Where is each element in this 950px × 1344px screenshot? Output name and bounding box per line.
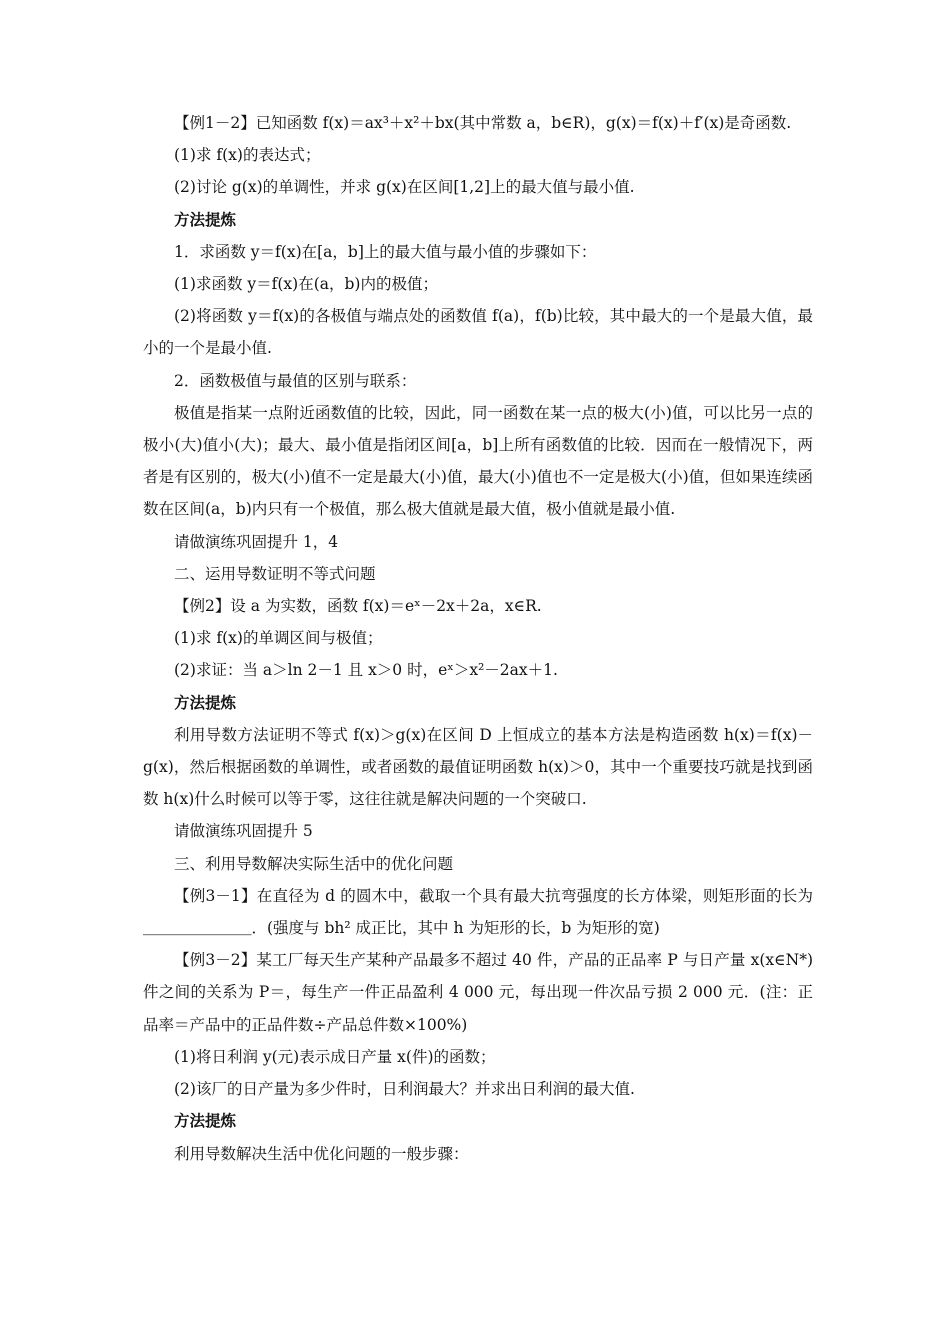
paragraph-practice2: 请做演练巩固提升 5: [174, 822, 313, 841]
paragraph-method2-title: 方法提炼: [174, 693, 237, 712]
paragraph-method1-2: 2．函数极值与最值的区别与联系：: [174, 371, 417, 390]
document-page: [143, 107, 813, 1170]
paragraph-method3: 利用导数解决生活中优化问题的一般步骤：: [174, 1144, 469, 1163]
paragraph-ex12-q1: (1)求 f(x)的表达式；: [174, 146, 321, 165]
paragraph-method1-1a: (1)求函数 y＝f(x)在(a，b)内的极值；: [174, 275, 438, 294]
paragraph-ex31: 【例3－1】在直径为 d 的圆木中，截取一个具有最大抗弯强度的长方体梁，则矩形面的长为＿＿＿＿＿＿＿．(强度与 bh² 成正比，其中 h 为矩形的长，b 为矩形的宽): [143, 886, 813, 938]
paragraph-ex32-q2: (2)该厂的日产量为多少件时，日利润最大？并求出日利润的最大值.: [174, 1080, 635, 1099]
paragraph-ex12-q2: (2)讨论 g(x)的单调性，并求 g(x)在区间[1,2]上的最大值与最小值.: [174, 178, 635, 197]
paragraph-section2: 二、运用导数证明不等式问题: [174, 564, 376, 583]
paragraph-practice1: 请做演练巩固提升 1，4: [174, 532, 339, 551]
paragraph-method3-title: 方法提炼: [174, 1112, 237, 1131]
paragraph-ex32-q1: (1)将日利润 y(元)表示成日产量 x(件)的函数；: [174, 1047, 496, 1066]
paragraph-ex32: 【例3－2】某工厂每天生产某种产品最多不超过 40 件，产品的正品率 P 与日产量 x(x∈N*)件之间的关系为 P＝，每生产一件正品盈利 4 000 元，每出现一件次品亏损 2 000 元．(注：正品率＝产品中的正品件数÷产品总件数×100%): [143, 951, 813, 1034]
paragraph-ex2: 【例2】设 a 为实数，函数 f(x)＝eˣ－2x＋2a，x∈R.: [174, 597, 542, 616]
paragraph-method2: 利用导数方法证明不等式 f(x)＞g(x)在区间 D 上恒成立的基本方法是构造函数 h(x)＝f(x)－g(x)，然后根据函数的单调性，或者函数的最值证明函数 h(x)＞0，其中一个重要技巧就是找到函数 h(x)什么时候可以等于零，这往往就是解决问题的一个突破口.: [143, 725, 813, 809]
paragraph-ex2-q1: (1)求 f(x)的单调区间与极值；: [174, 629, 383, 648]
paragraph-method1-1b: (2)将函数 y＝f(x)的各极值与端点处的函数值 f(a)，f(b)比较，其中最大的一个是最大值，最小的一个是最小值.: [143, 307, 813, 358]
paragraph-method1-1: 1．求函数 y＝f(x)在[a，b]上的最大值与最小值的步骤如下：: [174, 242, 597, 261]
paragraph-method1-title: 方法提炼: [174, 210, 237, 229]
paragraph-section3: 三、利用导数解决实际生活中的优化问题: [174, 854, 454, 873]
paragraph-ex12: 【例1－2】已知函数 f(x)＝ax³＋x²＋bx(其中常数 a，b∈R)，g(x)＝f(x)＋f′(x)是奇函数.: [174, 114, 792, 132]
paragraph-method1-2a: 极值是指某一点附近函数值的比较，因此，同一函数在某一点的极大(小)值，可以比另一点的极小(大)值小(大)；最大、最小值是指闭区间[a，b]上所有函数值的比较．因而在一般情况下，两者是有区别的，极大(小)值不一定是最大(小)值，最大(小)值也不一定是极大(小)值，但如果连续函数在区间(a，b)内只有一个极值，那么极大值就是最大值，极小值就是最小值.: [143, 403, 813, 519]
paragraph-ex2-q2: (2)求证：当 a＞ln 2－1 且 x＞0 时，eˣ＞x²－2ax＋1.: [174, 661, 558, 680]
